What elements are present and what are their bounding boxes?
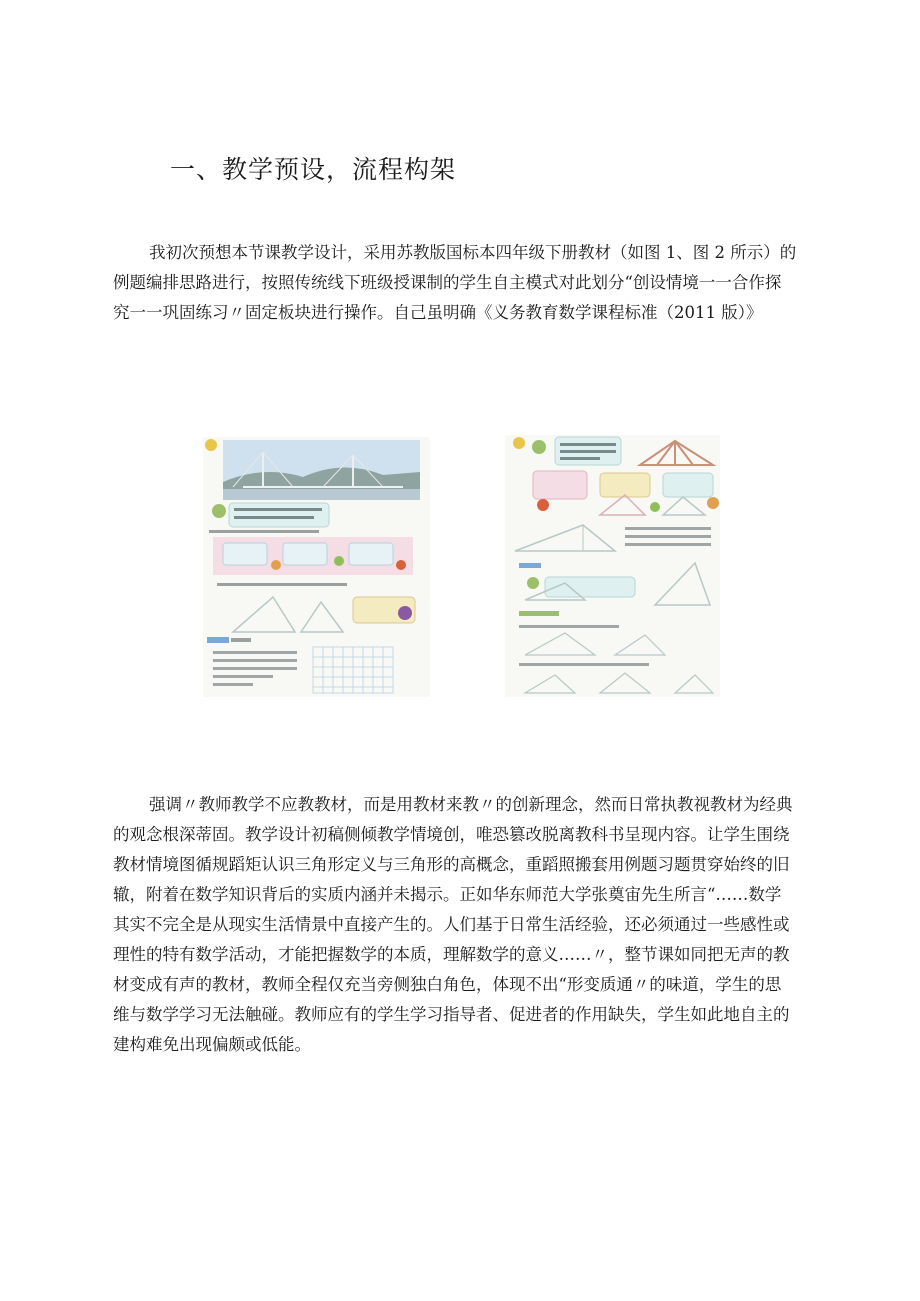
paragraph-intro xyxy=(113,238,813,328)
paragraph-discussion xyxy=(113,790,813,1060)
paragraph-line: 我初次预想本节课教学设计，采用苏教版国标本四年级下册教材（如图 1、图 2 所示）的 xyxy=(149,243,797,262)
paragraph-line: 教材情境图循规蹈矩认识三角形定义与三角形的高概念，重蹈照搬套用例题习题贯穿始终的旧 xyxy=(113,855,790,874)
paragraph-line: 强调〃教师教学不应教教材，而是用教材来教〃的创新理念，然而日常执教视教材为经典 xyxy=(149,795,793,814)
paragraph-line: 究一一巩固练习〃固定板块进行操作。自己虽明确《义务教育数学课程标准（2011 版）》 xyxy=(113,303,763,322)
textbook-figure-1 xyxy=(203,437,430,697)
textbook-page-illustration-icon xyxy=(505,435,720,697)
paragraph-line: 建构难免出现偏颇或低能。 xyxy=(113,1035,311,1054)
paragraph-line: 例题编排思路进行，按照传统线下班级授课制的学生自主模式对此划分“创设情境一一合作探 xyxy=(113,273,782,292)
paragraph-line: 材变成有声的教材，教师全程仅充当旁侧独白角色，体现不出“形变质通〃的味道，学生的思 xyxy=(113,975,782,994)
textbook-figure-2 xyxy=(505,435,720,697)
paragraph-line: 其实不完全是从现实生活情景中直接产生的。人们基于日常生活经验，还必须通过一些感性或 xyxy=(113,915,790,934)
paragraph-line: 维与数学学习无法触碰。教师应有的学生学习指导者、促进者的作用缺失，学生如此地自主的 xyxy=(113,1005,790,1024)
section-heading: 一、教学预设，流程构架 xyxy=(170,155,457,184)
paragraph-line: 理性的特有数学活动，才能把握数学的本质，理解数学的意义……〃，整节课如同把无声的教 xyxy=(113,945,790,964)
paragraph-line: 辙，附着在数学知识背后的实质内涵并未揭示。正如华东师范大学张奠宙先生所言“……数学 xyxy=(113,885,782,904)
textbook-page-illustration-icon xyxy=(203,437,430,697)
paragraph-line: 的观念根深蒂固。教学设计初稿侧倾教学情境创，唯恐篡改脱离教科书呈现内容。让学生围绕 xyxy=(113,825,790,844)
